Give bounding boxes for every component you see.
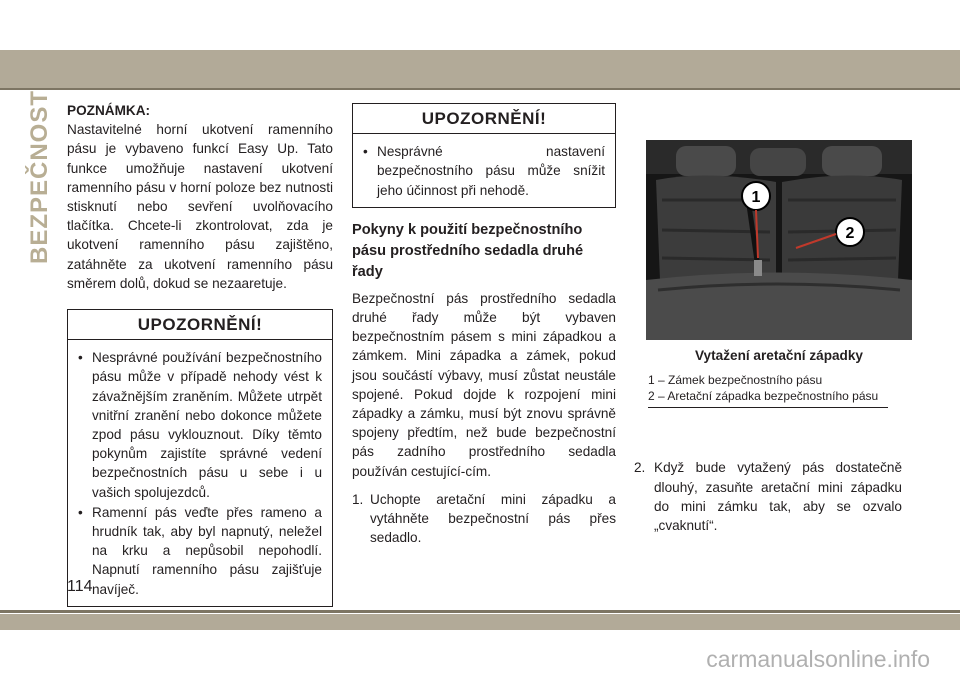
column-middle	[352, 103, 616, 547]
page-number: 114	[67, 578, 93, 595]
warning-box-1-title: UPOZORNĚNÍ!	[68, 310, 332, 340]
step-1-number: 1.	[352, 491, 364, 507]
callout-1: 1	[751, 189, 761, 206]
step-1-text: Uchopte aretační mini západku a vytáhněte bezpečnostní pás přes sedadlo.	[370, 491, 616, 546]
step-2-text: Když bude vytažený pás dostatečně dlouhý, zasuňte aretační mini západku do mini zámku tak, aby se ozvalo „cvaknutí“.	[654, 460, 902, 533]
step-1	[352, 490, 616, 548]
section-side-tab-label: BEZPEČNOST	[26, 89, 54, 265]
figure-legend-item-2: 2 – Aretační západka bezpečnostního pásu	[648, 388, 879, 403]
note-title: POZNÁMKA:	[67, 103, 151, 118]
warning-box-2-list	[353, 134, 615, 207]
warning-box-1-list	[68, 340, 332, 606]
warning-box-2-item: • Nesprávné nastavení bezpečnostního pásu může snížit jeho účinnost při nehodě.	[363, 142, 605, 200]
callout-2: 2	[845, 225, 855, 242]
figure-legend-item-1: 1 – Zámek bezpečnostního pásu	[648, 373, 823, 388]
section-text: Bezpečnostní pás prostředního sedadla druhé řady může být vybaven bezpečnostním pásem s mini západkou a zámkem. Mini západka a zámek, pokud jsou součástí výbavy, musí zůstat neustále spojené. Pokud dojde k rozpojení mini západky a zámku, musí být znovu správně spojeny předtím, než bude bezpečnostní pás zadního prostředního sedadla používán cestující-cím.	[352, 290, 616, 479]
header-rule	[0, 88, 960, 90]
column-right	[634, 140, 902, 535]
warning-box-1	[67, 309, 333, 607]
footer-rule	[0, 610, 960, 613]
warning-box-2	[352, 103, 616, 208]
column-left	[67, 101, 333, 607]
header-band	[0, 50, 960, 88]
warning-box-1-item: • Ramenní pás veďte přes rameno a hrudník tak, aby byl napnutý, neležel na krku a nepůsobil nepohodlí. Napnutí ramenního pásu zajišťuje navíječ.	[78, 503, 322, 599]
figure-legend	[648, 373, 888, 408]
step-2-number: 2.	[634, 460, 646, 476]
watermark: carmanualsonline.info	[706, 646, 930, 672]
warning-box-2-title: UPOZORNĚNÍ!	[353, 104, 615, 134]
section-heading: Pokyny k použití bezpečnostního pásu prostředního sedadla druhé řady	[352, 221, 584, 280]
footer-band	[0, 614, 960, 630]
step-2	[634, 458, 902, 535]
seat-belt-photo	[646, 140, 912, 340]
section-side-tab	[26, 89, 54, 265]
warning-box-1-item: • Nesprávné používání bezpečnostního pásu může v případě nehody vést k závažnějším zraněním. Můžete utrpět vnitřní zranění nebo dokonce můžete zpod pásu vyklouznout. Díky těmto pokynům zajistíte správné vedení bezpečnostních pásu u sebe i u vašich spolujezdců.	[78, 348, 322, 502]
note-text: Nastavitelné horní ukotvení ramenního pásu je vybaveno funkcí Easy Up. Tato funkce umožňuje nastavení ukotvení ramenního pásu v horní poloze bez nutnosti stisknutí nebo sevření uvolňovacího tlačítka. Chcete-li zkontrolovat, zda je ukotvení ramenního pásu zajištěno, zatáhněte za ukotvení ramenního pásu směrem dolů, dokud se nezaaretuje.	[67, 122, 333, 291]
rear-seat-illustration	[646, 140, 912, 340]
figure-caption: Vytažení aretační západky	[695, 348, 863, 363]
